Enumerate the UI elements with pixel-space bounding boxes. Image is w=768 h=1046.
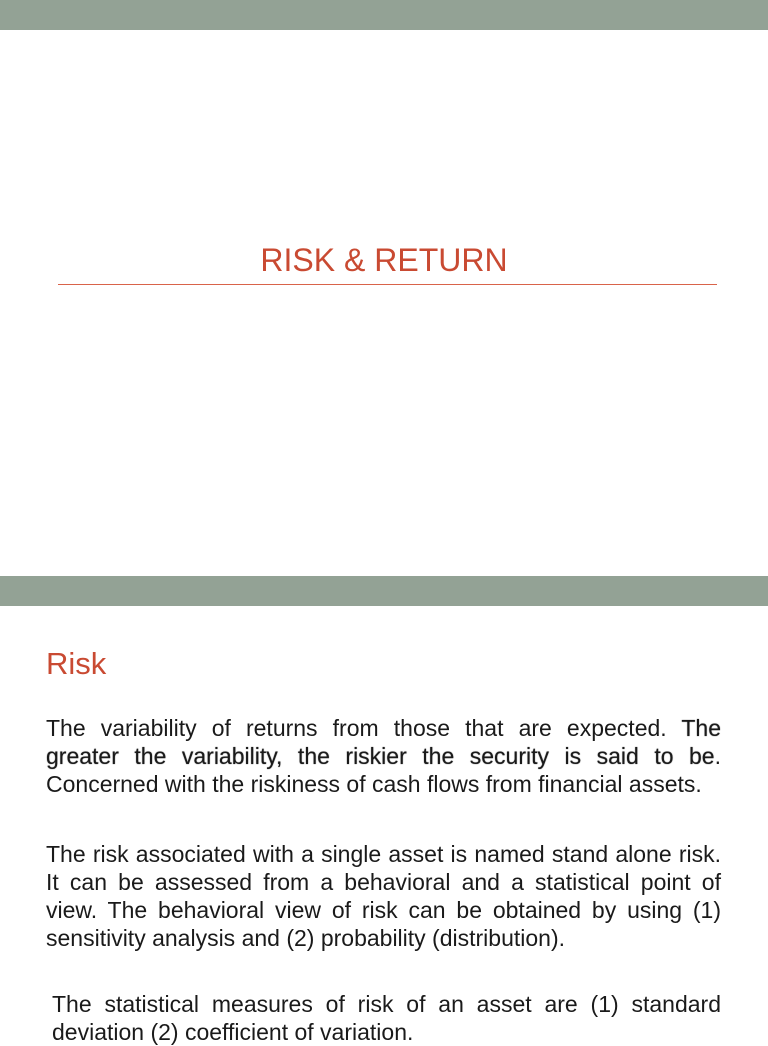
paragraph-stand-alone-risk: The risk associated with a single asset is named stand alone risk. It can be assessed from a behavioral and a statistical point of view. The behavioral view of risk can be obtained by using (1) sensitivity analysis and (2) probability (distribution). [46,841,721,951]
title-underline [58,284,717,285]
slide-title: RISK & RETURN [260,242,508,278]
paragraph-text: The variability of returns from those that are expected. [46,715,682,741]
paragraph-definition [46,714,721,798]
emphasized-text: The greater the variability, the riskier the security is said to be [46,715,721,769]
paragraph-statistical-measures: The statistical measures of risk of an asset are (1) standard deviation (2) coefficient of variation. [52,991,721,1045]
top-band [0,0,768,30]
slide-divider-band [0,576,768,606]
paragraph-text: . Concerned with the riskiness of cash flows from financial assets. [46,743,721,797]
section-heading: Risk [46,646,107,681]
